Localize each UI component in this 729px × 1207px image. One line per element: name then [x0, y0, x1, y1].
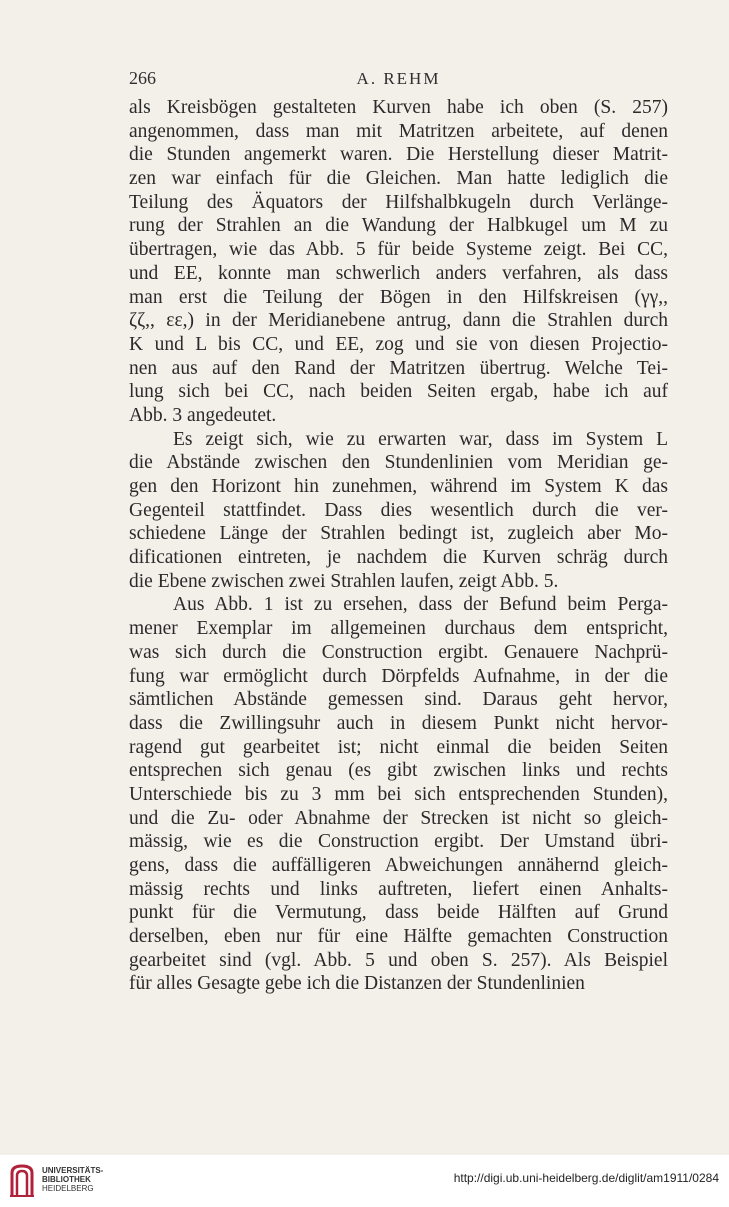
text-line: die Stunden angemerkt waren. Die Herstellung dieser Matrit-	[129, 144, 668, 166]
text-line: schiedene Länge der Strahlen bedingt ist, zugleich aber Mo-	[129, 523, 668, 545]
library-name-line-2: BIBLIOTHEK	[42, 1175, 91, 1184]
library-name	[42, 1166, 103, 1193]
text-line: nen aus auf den Rand der Matritzen übertrug. Welche Tei-	[129, 357, 668, 379]
text-line: derselben, eben nur für eine Hälfte gemachten Construction	[129, 926, 668, 948]
text-line: Es zeigt sich, wie zu erwarten war, dass im System L	[173, 428, 668, 450]
text-line: gearbeitet sind (vgl. Abb. 5 und oben S. 257). Als Beispiel	[129, 949, 668, 971]
text-line: mässig rechts und links auftreten, liefert einen Anhalts-	[129, 878, 668, 900]
page-header	[129, 68, 668, 92]
text-line: für alles Gesagte gebe ich die Distanzen der Stundenlinien	[129, 973, 585, 995]
text-line: Unterschiede bis zu 3 mm bei sich entsprechenden Stunden),	[129, 783, 668, 805]
text-line: man erst die Teilung der Bögen in den Hilfskreisen (γγ,,	[129, 286, 668, 308]
text-line: fung war ermöglicht durch Dörpfelds Aufnahme, in der die	[129, 665, 668, 687]
text-line: zen war einfach für die Gleichen. Man hatte lediglich die	[129, 168, 668, 190]
text-line: entsprechen sich genau (es gibt zwischen links und rechts	[129, 760, 668, 782]
text-line: mener Exemplar im allgemeinen durchaus dem entspricht,	[129, 618, 668, 640]
library-name-line-1: UNIVERSITÄTS-	[42, 1166, 104, 1175]
text-line: ζζ,, εε,) in der Meridianebene antrug, dann die Strahlen durch	[129, 310, 668, 332]
body-text	[129, 96, 668, 996]
text-line: ragend gut gearbeitet ist; nicht einmal die beiden Seiten	[129, 736, 668, 758]
text-line: rung der Strahlen an die Wandung der Halbkugel um M zu	[129, 215, 668, 237]
text-line: lung sich bei CC, nach beiden Seiten ergab, habe ich auf	[129, 381, 668, 403]
page-number: 266	[129, 68, 156, 88]
text-line: übertragen, wie das Abb. 5 für beide Systeme zeigt. Bei CC,	[129, 239, 668, 261]
text-line: Aus Abb. 1 ist zu ersehen, dass der Befund beim Perga-	[173, 594, 668, 616]
text-line: K und L bis CC, und EE, zog und sie von diesen Projectio-	[129, 333, 668, 355]
text-line: punkt für die Vermutung, dass beide Hälften auf Grund	[129, 902, 668, 924]
text-line: und EE, konnte man schwerlich anders verfahren, als dass	[129, 262, 668, 284]
library-name-line-3: HEIDELBERG	[42, 1184, 94, 1193]
heidelberg-library-logo-icon[interactable]	[8, 1163, 36, 1199]
text-line: Abb. 3 angedeutet.	[129, 404, 277, 426]
text-line: die Ebene zwischen zwei Strahlen laufen, zeigt Abb. 5.	[129, 570, 559, 592]
footer-bar	[0, 1155, 729, 1207]
text-line: Gegenteil stattfindet. Dass dies wesentlich durch die ver-	[129, 499, 668, 521]
text-line: mässig, wie es die Construction ergibt. Der Umstand übri-	[129, 831, 668, 853]
text-line: Teilung des Äquators der Hilfshalbkugeln durch Verlänge-	[129, 191, 668, 213]
text-line: angenommen, dass man mit Matritzen arbeitete, auf denen	[129, 120, 668, 142]
text-line: und die Zu- oder Abnahme der Strecken ist nicht so gleich-	[129, 807, 668, 829]
running-head: A. REHM	[356, 69, 441, 88]
text-line: dass die Zwillingsuhr auch in diesem Punkt nicht hervor-	[129, 712, 668, 734]
text-line: sämtlichen Abstände gemessen sind. Daraus geht hervor,	[129, 689, 668, 711]
text-line: was sich durch die Construction ergibt. Genauere Nachprü-	[129, 641, 668, 663]
source-url-link[interactable]: http://digi.ub.uni-heidelberg.de/diglit/am1911/0284	[453, 1171, 719, 1185]
text-line: die Abstände zwischen den Stundenlinien vom Meridian ge-	[129, 452, 668, 474]
text-line: gens, dass die auffälligeren Abweichungen annähernd gleich-	[129, 855, 668, 876]
text-line: dificationen eintreten, je nachdem die Kurven schräg durch	[129, 547, 668, 569]
text-line: gen den Horizont hin zunehmen, während im System K das	[129, 476, 668, 497]
text-line: als Kreisbögen gestalteten Kurven habe ich oben (S. 257)	[129, 97, 668, 118]
